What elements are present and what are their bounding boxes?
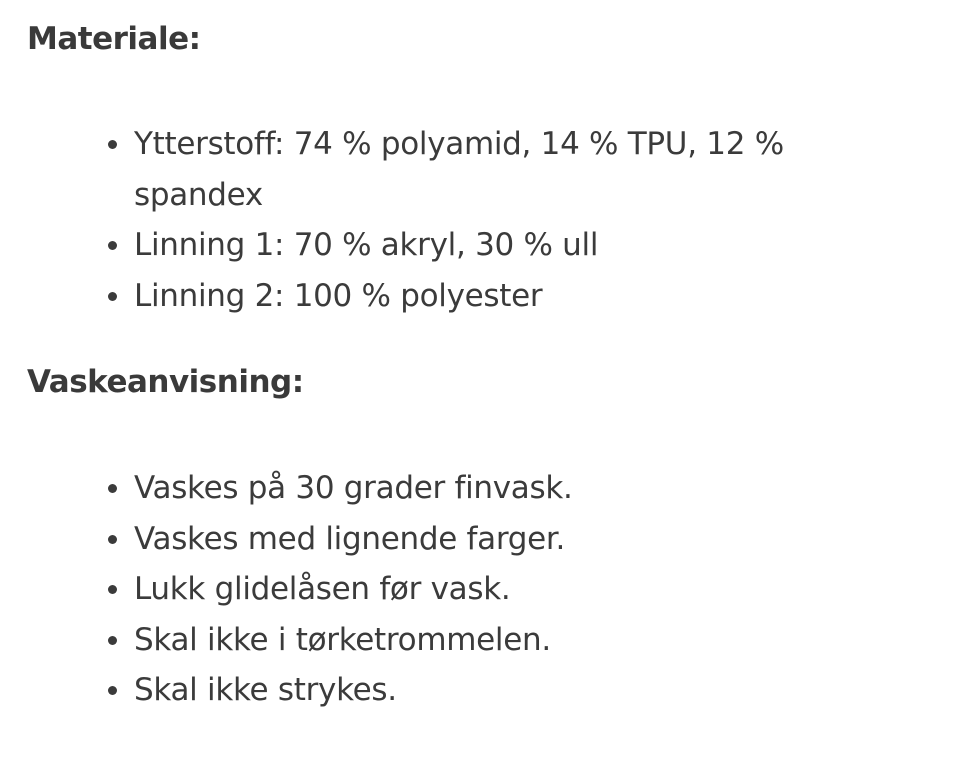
materials-item-lining-1 [105, 220, 865, 271]
bullet-icon [108, 292, 117, 301]
bullet-icon [108, 535, 117, 544]
materials-list [105, 119, 865, 321]
care-item-label: Skal ikke strykes. [134, 672, 397, 708]
bullet-icon [108, 140, 117, 149]
care-item-close-zipper [105, 564, 865, 615]
care-item-label: Skal ikke i tørketrommelen. [134, 621, 551, 658]
care-item-label: Vaskes på 30 grader finvask. [134, 470, 573, 506]
bullet-icon [108, 585, 117, 594]
bullet-icon [108, 484, 117, 493]
care-item-no-tumble-dry [105, 615, 865, 666]
bullet-icon [108, 636, 117, 645]
materials-item-lining-2 [105, 271, 865, 322]
care-item-wash-temperature [105, 463, 865, 514]
care-item-no-ironing [105, 665, 865, 716]
materials-item-outer-fabric [105, 119, 865, 220]
care-instructions-list [105, 463, 865, 716]
materials-item-label: Linning 1: 70 % akryl, 30 % ull [134, 227, 599, 263]
bullet-icon [108, 241, 117, 250]
care-instructions-heading: Vaskeanvisning: [27, 364, 304, 400]
materials-heading: Materiale: [27, 21, 201, 57]
materials-item-label: Linning 2: 100 % polyester [134, 277, 543, 314]
care-item-similar-colors [105, 514, 865, 565]
care-item-label: Lukk glidelåsen før vask. [134, 571, 511, 607]
care-item-label: Vaskes med lignende farger. [134, 520, 566, 557]
materials-item-label: Ytterstoff: 74 % polyamid, 14 % TPU, 12 % spandex [134, 126, 784, 213]
bullet-icon [108, 686, 117, 695]
